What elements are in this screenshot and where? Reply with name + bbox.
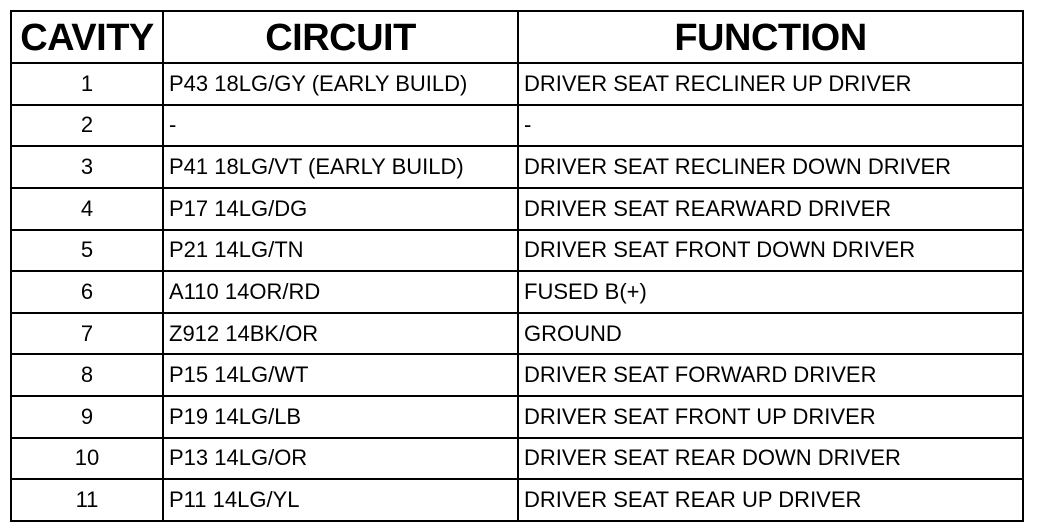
cavity-cell: 2 [11, 105, 163, 147]
function-cell: DRIVER SEAT FRONT UP DRIVER [518, 396, 1023, 438]
cavity-cell: 11 [11, 479, 163, 521]
pinout-table-frame [10, 10, 1022, 522]
table-row [11, 354, 1023, 396]
header-circuit: CIRCUIT [163, 11, 518, 63]
circuit-cell: P13 14LG/OR [163, 438, 518, 480]
circuit-cell: P15 14LG/WT [163, 354, 518, 396]
function-cell: DRIVER SEAT REAR DOWN DRIVER [518, 438, 1023, 480]
circuit-cell: P17 14LG/DG [163, 188, 518, 230]
circuit-cell: P41 18LG/VT (EARLY BUILD) [163, 146, 518, 188]
function-cell: DRIVER SEAT FRONT DOWN DRIVER [518, 230, 1023, 272]
cavity-cell: 3 [11, 146, 163, 188]
header-function: FUNCTION [518, 11, 1023, 63]
function-cell: GROUND [518, 313, 1023, 355]
table-body [11, 63, 1023, 521]
cavity-cell: 1 [11, 63, 163, 105]
header-cavity: CAVITY [11, 11, 163, 63]
cavity-cell: 7 [11, 313, 163, 355]
cavity-cell: 9 [11, 396, 163, 438]
table-row [11, 479, 1023, 521]
function-cell: DRIVER SEAT RECLINER DOWN DRIVER [518, 146, 1023, 188]
function-cell: DRIVER SEAT REAR UP DRIVER [518, 479, 1023, 521]
table-row [11, 105, 1023, 147]
circuit-cell: - [163, 105, 518, 147]
function-cell: - [518, 105, 1023, 147]
connector-pinout-table [10, 10, 1024, 522]
function-cell: DRIVER SEAT REARWARD DRIVER [518, 188, 1023, 230]
function-cell: DRIVER SEAT RECLINER UP DRIVER [518, 63, 1023, 105]
header-row [11, 11, 1023, 63]
circuit-cell: P21 14LG/TN [163, 230, 518, 272]
cavity-cell: 6 [11, 271, 163, 313]
cavity-cell: 10 [11, 438, 163, 480]
circuit-cell: P19 14LG/LB [163, 396, 518, 438]
function-cell: DRIVER SEAT FORWARD DRIVER [518, 354, 1023, 396]
circuit-cell: P43 18LG/GY (EARLY BUILD) [163, 63, 518, 105]
cavity-cell: 4 [11, 188, 163, 230]
circuit-cell: Z912 14BK/OR [163, 313, 518, 355]
circuit-cell: P11 14LG/YL [163, 479, 518, 521]
table-row [11, 230, 1023, 272]
function-cell: FUSED B(+) [518, 271, 1023, 313]
table-row [11, 146, 1023, 188]
table-row [11, 313, 1023, 355]
circuit-cell: A110 14OR/RD [163, 271, 518, 313]
cavity-cell: 5 [11, 230, 163, 272]
table-row [11, 188, 1023, 230]
table-header [11, 11, 1023, 63]
cavity-cell: 8 [11, 354, 163, 396]
table-row [11, 63, 1023, 105]
table-row [11, 438, 1023, 480]
table-row [11, 396, 1023, 438]
table-row [11, 271, 1023, 313]
